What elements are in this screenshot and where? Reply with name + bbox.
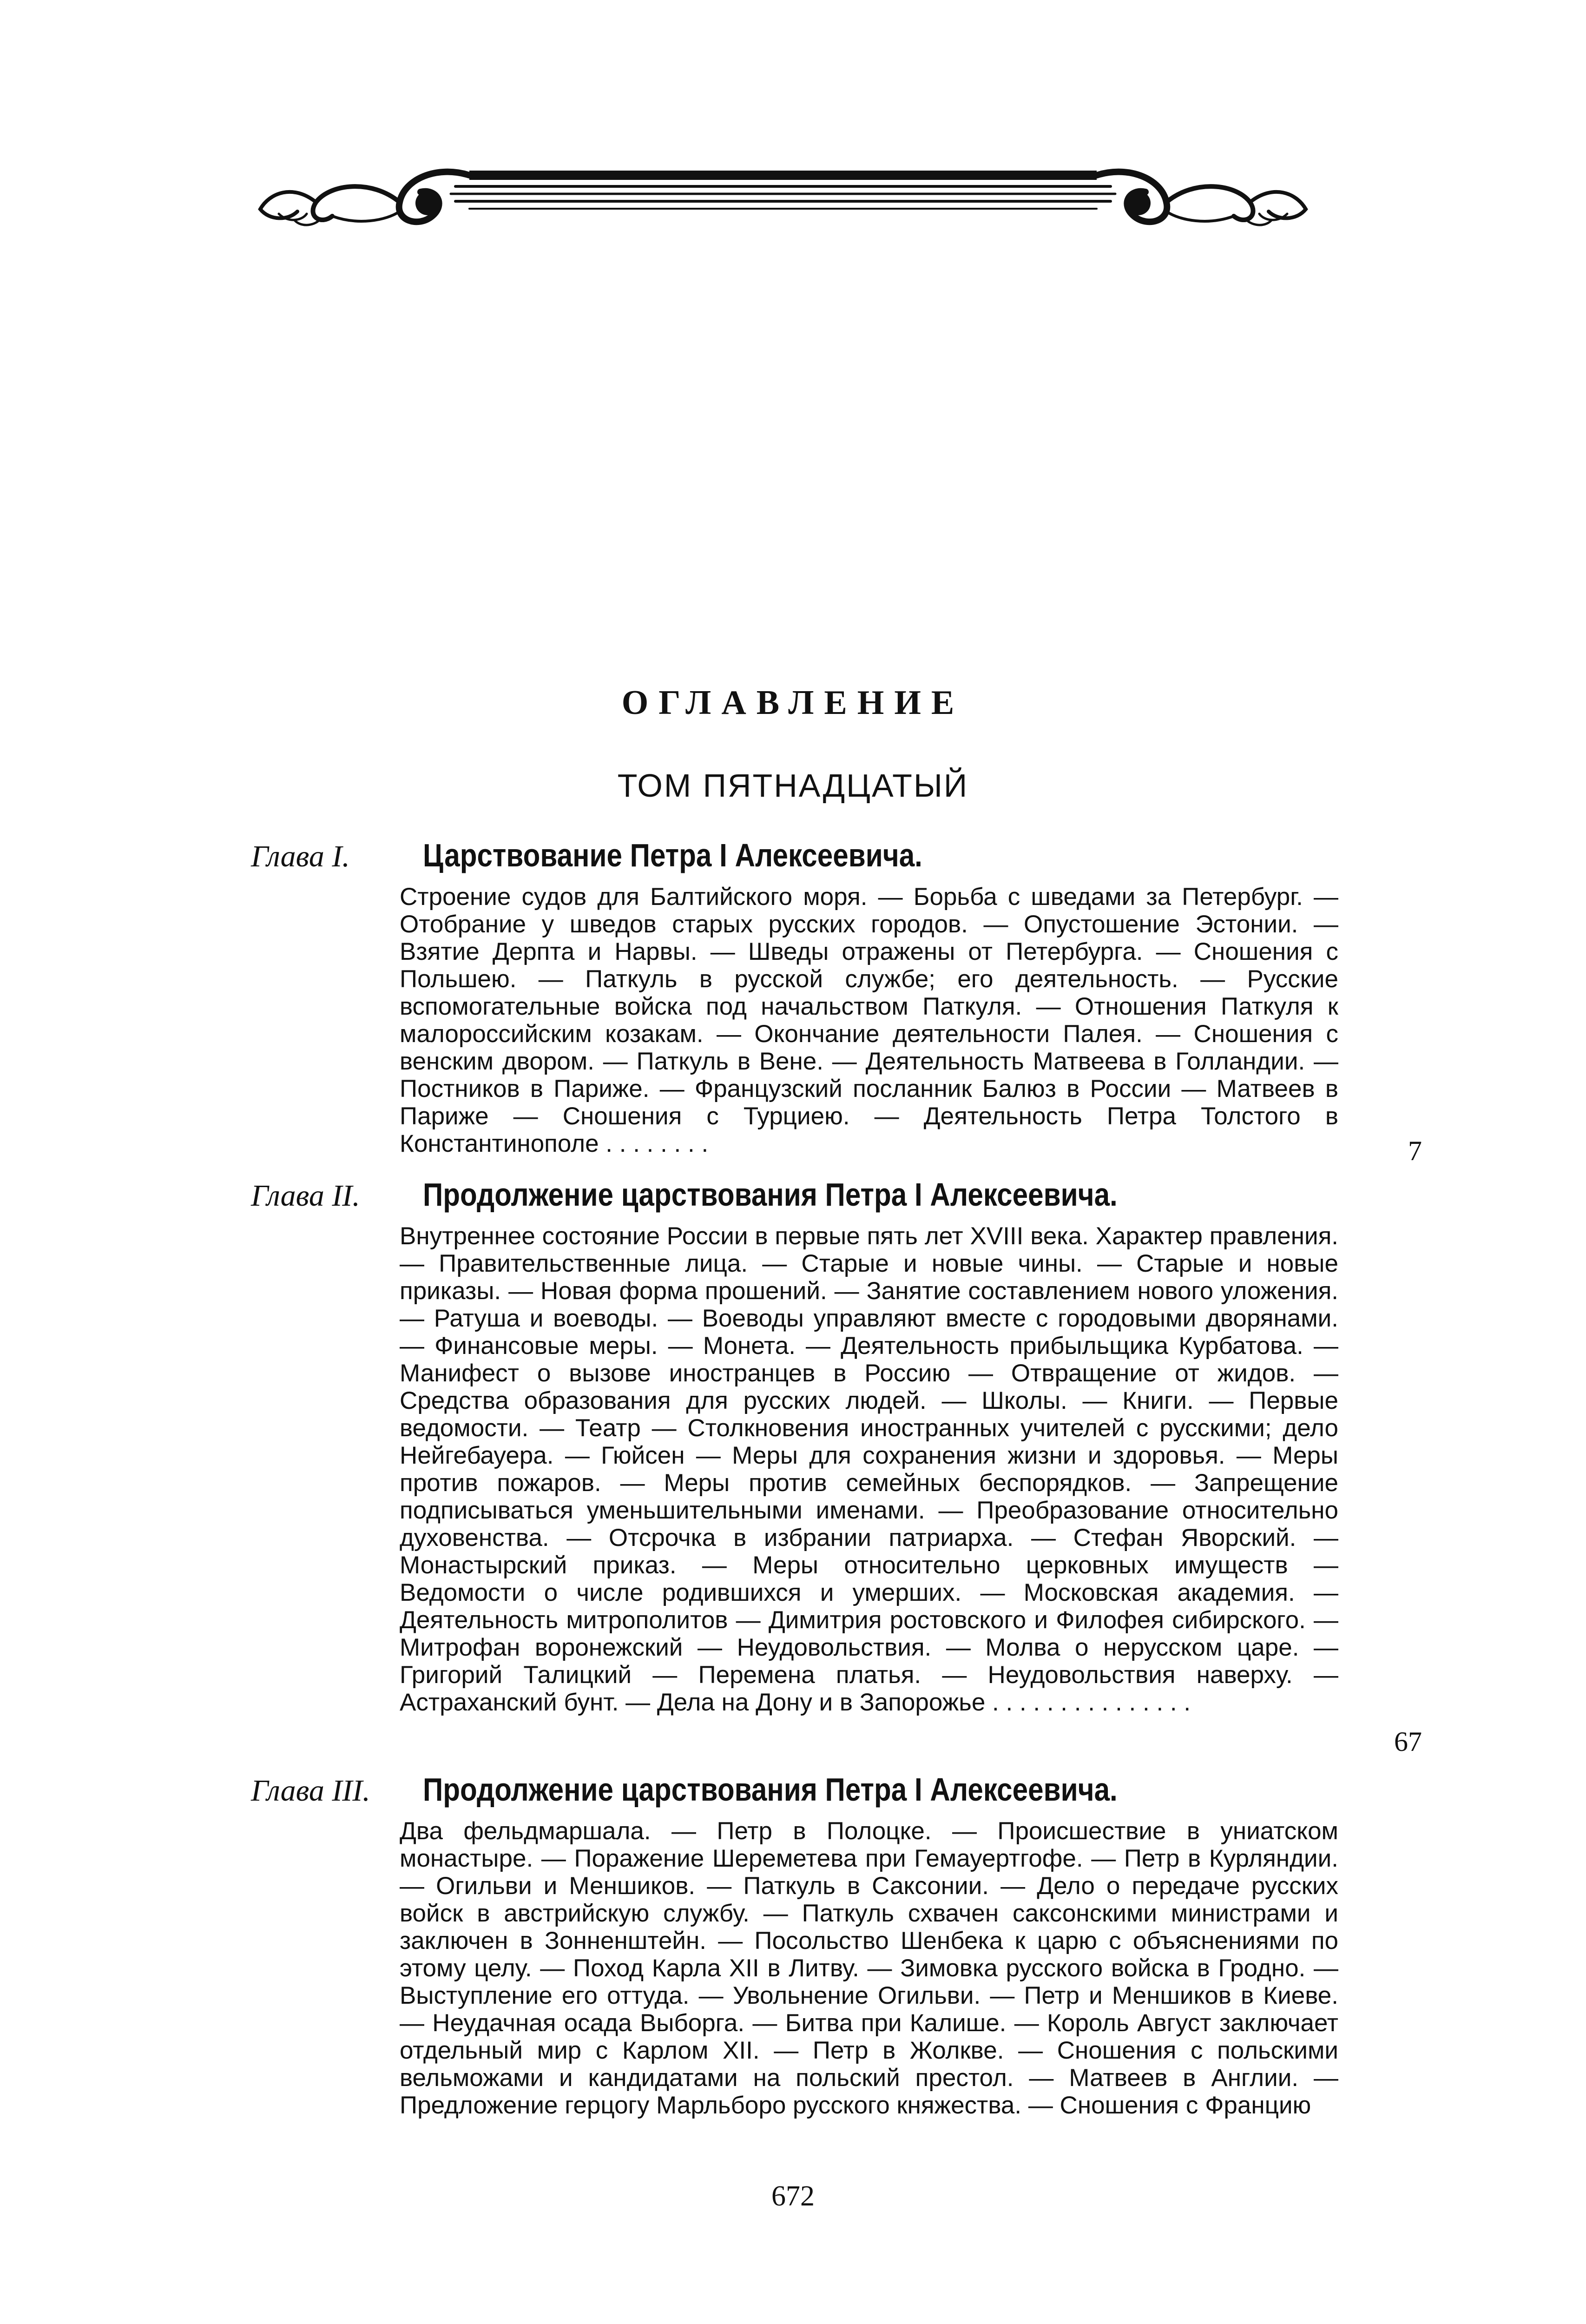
chapter-heading — [251, 1771, 1422, 1817]
page-folio: 672 — [771, 2180, 815, 2212]
toc-entry-chapter-3 — [251, 1771, 1422, 2119]
chapter-label: Глава I. — [251, 839, 350, 873]
chapter-title: Царствование Петра I Алексеевича. — [423, 837, 922, 873]
chapter-summary: Два фельдмаршала. — Петр в Полоцке. — Происшествие в униатском монастыре. — Поражение Шереметева при Гемауертгофе. — Петр в Курляндии. — Огильви и Меншиков. — Паткуль в Саксонии. — Дело о передаче русских войск в австрийскую службу. — Паткуль схвачен саксонскими министрами и заключен в Зонненштейн. — Посольство Шенбека к царю с объяснениями по этому целу. — Поход Карла XII в Литву. — Зимовка русского войска в Гродно. — Выступление его оттуда. — Увольнение Огильви. — Петр и Меншиков в Киеве. — Неудачная осада Выборга. — Битва при Калише. — Король Август заключает отдельный мир с Карлом XII. — Петр в Жолкве. — Сношения с польскими вельможами и кандидатами на польский престол. — Матвеев в Англии. — Предложение герцогу Марльборо русского княжества. — Сношения с Францию — [400, 1817, 1338, 2119]
toc-entry-chapter-1 — [251, 837, 1422, 1166]
toc-entry-chapter-2 — [251, 1176, 1422, 1757]
page-number: 7 — [1408, 1136, 1422, 1166]
chapter-label: Глава III. — [251, 1774, 370, 1808]
volume-title: ТОМ ПЯТНАДЦАТЫЙ — [617, 767, 969, 804]
chapter-summary: Внутреннее состояние России в первые пять лет XVIII века. Характер правления. — Правительственные лица. — Старые и новые чины. — Старые и новые приказы. — Новая форма прошений. — Занятие составлением нового уложения. — Ратуша и воеводы. — Воеводы управляют вместе с городовыми дворянами. — Финансовые меры. — Монета. — Деятельность прибыльщика Курбатова. — Манифест о вызове иностранцев в Россию — Отвращение от жидов. — Средства образования для русских людей. — Школы. — Книги. — Первые ведомости. — Театр — Столкновения иностранных учителей с русскими; дело Нейгебауера. — Гюйсен — Меры для сохранения жизни и здоровья. — Меры против пожаров. — Меры против семейных беспорядков. — Запрещение подписываться уменьшительными именами. — Преобразование относительно духовенства. — Отсрочка в избрании патриарха. — Стефан Яворский. — Монастырский приказ. — Меры относительно церковных имуществ — Ведомости о числе родившихся и умерших. — Московская академия. — Деятельность митрополитов — Димитрия ростовского и Филофея сибирского. — Митрофан воронежский — Неудовольствия. — Молва о нерусском царе. — Григорий Талицкий — Перемена платья. — Неудовольствия наверху. — Астраханский бунт. — Дела на Дону и в Запорожье . . . . . . . . . . . . . . . — [400, 1222, 1338, 1716]
chapter-title: Продолжение царствования Петра I Алексеевича. — [423, 1771, 1118, 1808]
page-number: 67 — [1394, 1726, 1422, 1757]
chapter-title: Продолжение царствования Петра I Алексеевича. — [423, 1176, 1118, 1213]
chapter-summary: Строение судов для Балтийского моря. — Борьба с шведами за Петербург. — Отобрание у шведов старых русских городов. — Опустошение Эстонии. — Взятие Дерпта и Нарвы. — Шведы отражены от Петербурга. — Сношения с Польшею. — Паткуль в русской службе; его деятельность. — Русские вспомогательные войска под начальством Паткуля. — Отношения Паткуля к малороссийским козакам. — Окончание деятельности Палея. — Сношения с венским двором. — Паткуль в Вене. — Деятельность Матвеева в Голландии. — Постников в Париже. — Французский посланник Балюз в России — Матвеев в Париже — Сношения с Турциею. — Деятельность Петра Толстого в Константинополе . . . . . . . . — [400, 883, 1338, 1157]
chapter-heading — [251, 837, 1422, 883]
decorative-headpiece — [251, 151, 1315, 230]
page-title: ОГЛАВЛЕНИЕ — [621, 684, 965, 722]
chapter-heading — [251, 1176, 1422, 1222]
chapter-label: Глава II. — [251, 1179, 360, 1213]
